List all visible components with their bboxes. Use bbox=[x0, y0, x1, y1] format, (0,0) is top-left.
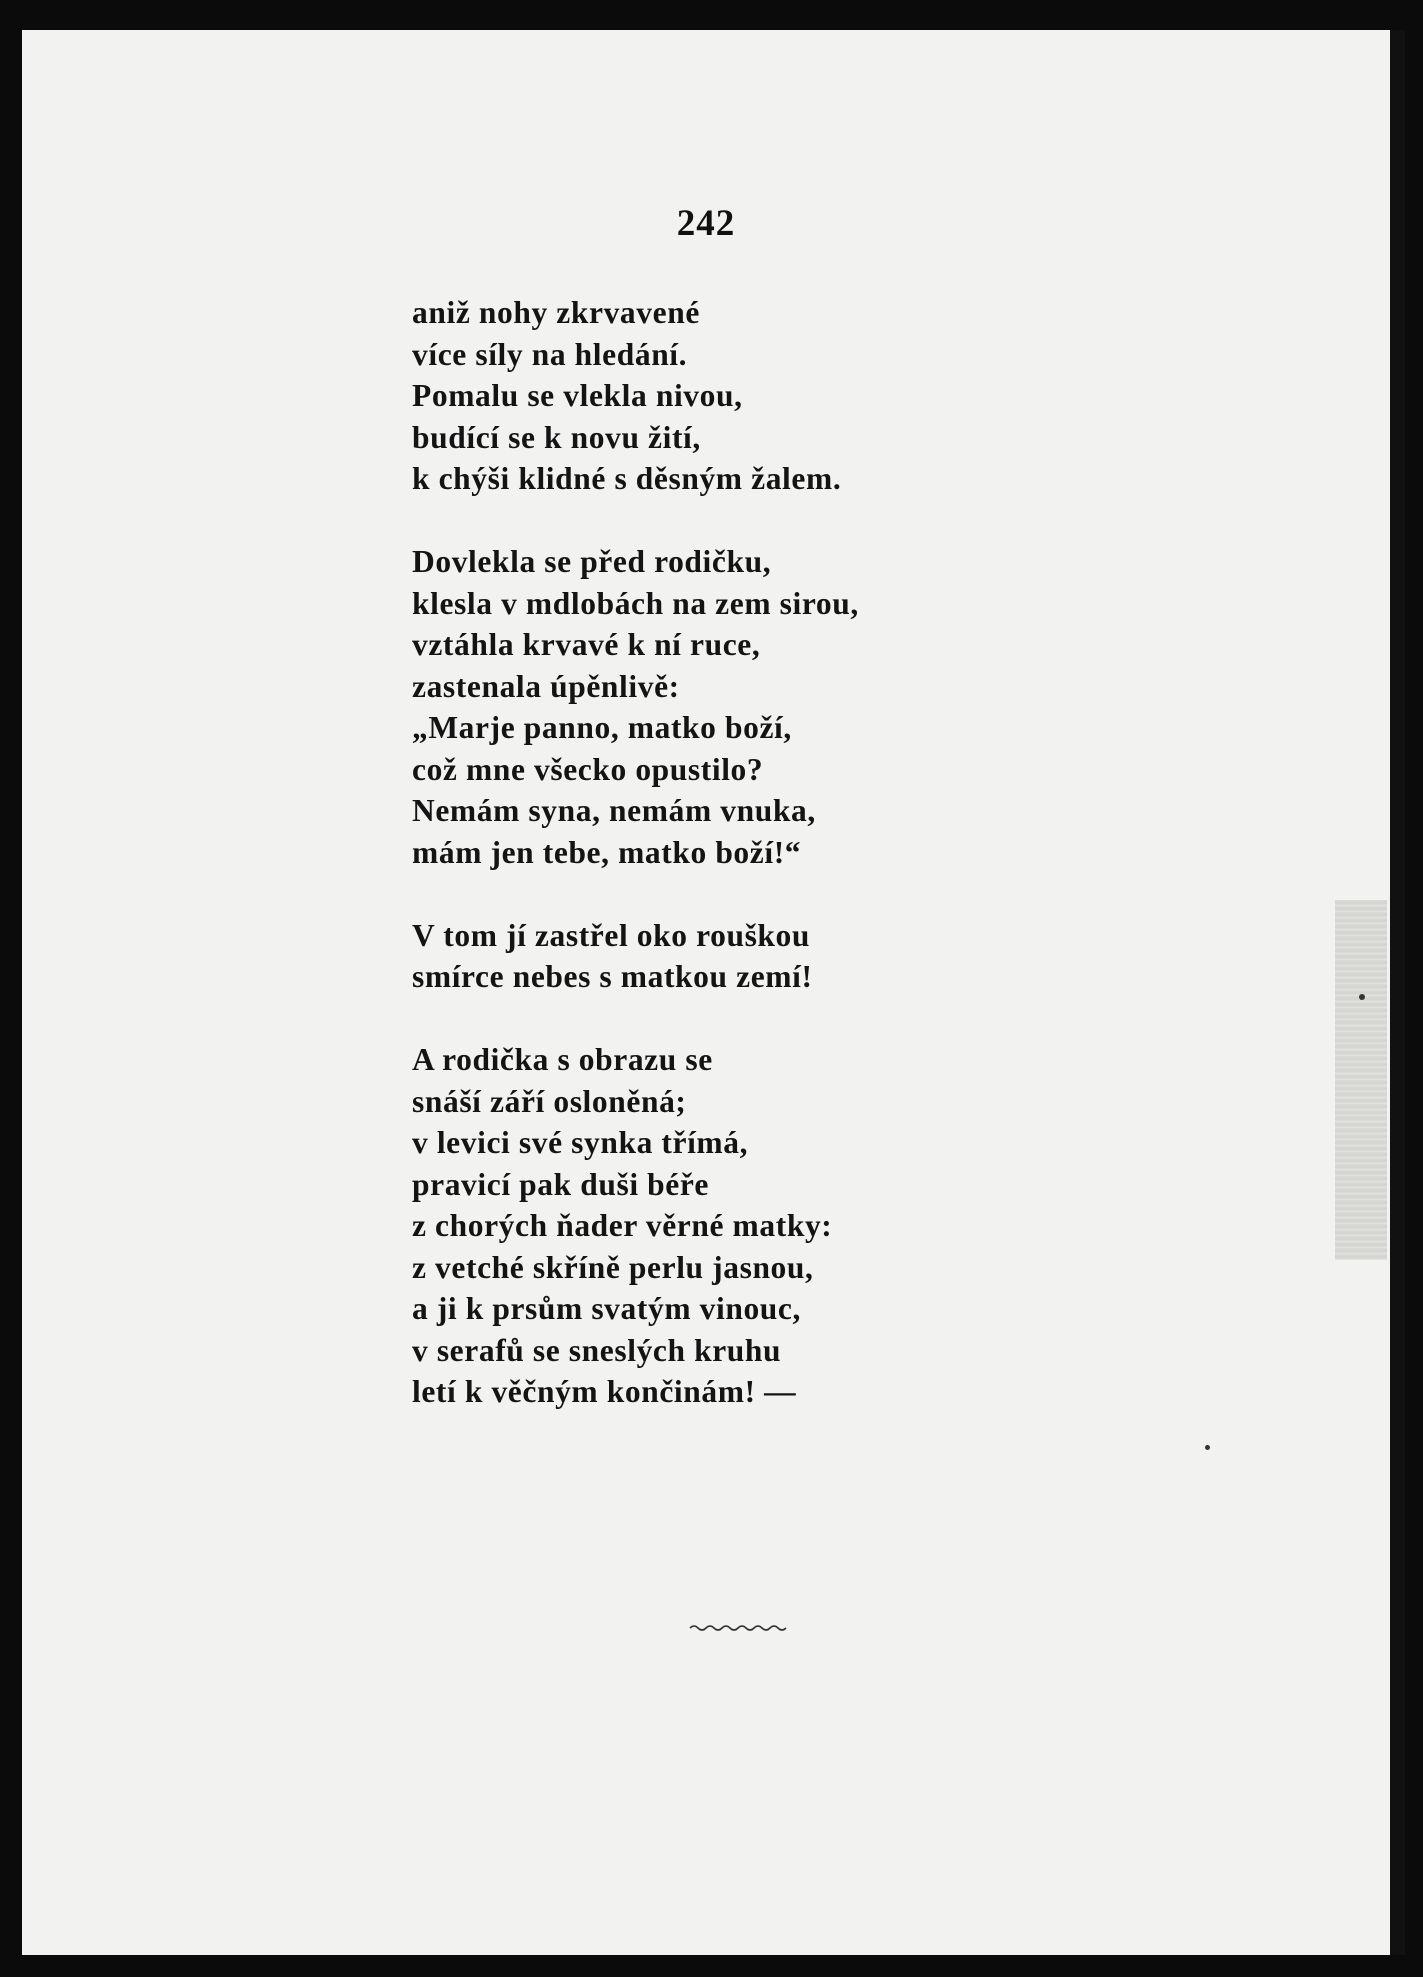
scan-speck bbox=[1205, 1445, 1210, 1450]
poem-line: z vetché skříně perlu jasnou, bbox=[412, 1249, 814, 1285]
scan-speck bbox=[1359, 994, 1365, 1000]
stanza-1 bbox=[412, 292, 1052, 500]
poem-line: Nemám syna, nemám vnuka, bbox=[412, 793, 816, 828]
poem-line: Dovlekla se před rodičku, bbox=[412, 544, 772, 579]
stanza-3 bbox=[412, 915, 1052, 998]
poem-text bbox=[412, 292, 1052, 1413]
poem-line: snáší září osloněná; bbox=[412, 1083, 687, 1119]
poem-line: pravicí pak duši béře bbox=[412, 1166, 710, 1202]
book-page bbox=[22, 30, 1390, 1955]
page-number: 242 bbox=[676, 203, 736, 244]
stanza-4 bbox=[412, 1039, 1052, 1413]
poem-line: zastenala úpěnlivě: bbox=[412, 668, 680, 704]
poem-line: smírce nebes s matkou zemí! bbox=[412, 959, 813, 994]
poem-line: klesla v mdlobách na zem sirou, bbox=[412, 585, 859, 621]
poem-line: A rodička s obrazu se bbox=[412, 1042, 713, 1077]
poem-line: budící se k novu žití, bbox=[412, 419, 701, 455]
poem-line: v levici své synka třímá, bbox=[412, 1125, 749, 1160]
poem-line: což mne všecko opustilo? bbox=[412, 751, 764, 787]
poem-line: vztáhla krvavé k ní ruce, bbox=[412, 627, 761, 662]
poem-line: „Marje panno, matko boží, bbox=[412, 710, 792, 745]
poem-line: k chýši klidné s děsným žalem. bbox=[412, 461, 842, 496]
poem-line: v serafů se sneslých kruhu bbox=[412, 1332, 782, 1368]
ornament-divider-icon bbox=[688, 1622, 788, 1632]
poem-line: mám jen tebe, matko boží!“ bbox=[412, 834, 802, 870]
poem-line: z chorých ňader věrné matky: bbox=[412, 1208, 833, 1243]
scan-border-strip bbox=[1390, 30, 1405, 1955]
poem-line: více síly na hledání. bbox=[412, 336, 688, 372]
margin-scan-artifact bbox=[1335, 900, 1387, 1260]
poem-line: V tom jí zastřel oko rouškou bbox=[412, 917, 811, 953]
poem-line: letí k věčným končinám! — bbox=[412, 1374, 797, 1409]
poem-line: aniž nohy zkrvavené bbox=[412, 295, 700, 330]
poem-line: a ji k prsům svatým vinouc, bbox=[412, 1291, 801, 1326]
stanza-2 bbox=[412, 541, 1052, 873]
poem-line: Pomalu se vlekla nivou, bbox=[412, 378, 743, 413]
